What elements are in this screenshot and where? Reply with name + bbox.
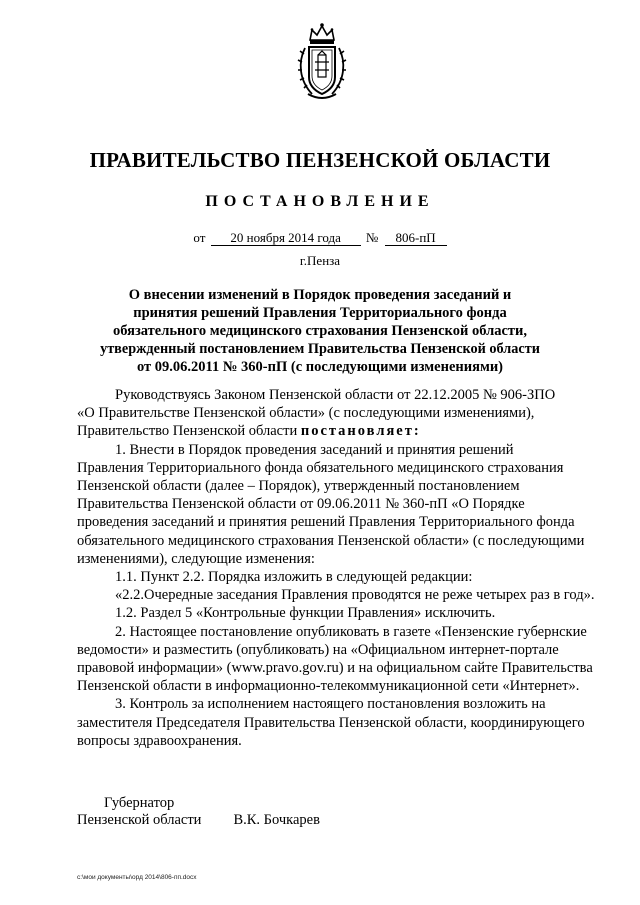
document-type-heading: ПОСТАНОВЛЕНИЕ <box>205 193 435 210</box>
city: г.Пенза <box>299 253 341 268</box>
document-body <box>77 386 596 750</box>
body-text: «2.2.Очередные заседания Правления проводятся не реже четырех раз в год». <box>115 587 595 604</box>
body-line <box>77 422 596 440</box>
document-number: 806-пП <box>385 230 447 246</box>
body-line: «О Правительстве Пензенской области» (с последующими изменениями), <box>77 405 535 422</box>
government-title: ПРАВИТЕЛЬСТВО ПЕНЗЕНСКОЙ ОБЛАСТИ <box>89 148 551 172</box>
body-text: 1. Внести в Порядок проведения заседаний и принятия решений <box>115 441 514 458</box>
body-line: проведения заседаний и принятия решений Правления Территориального фонда <box>77 514 575 531</box>
body-text: Руководствуясь Законом Пензенской области от 22.12.2005 № 906-ЗПО <box>115 387 556 403</box>
body-line: Пензенской области (далее – Порядок), утвержденный постановлением <box>77 478 520 495</box>
subject-line: обязательного медицинского страхования Пензенской области, <box>112 323 528 339</box>
document-date: 20 ноября 2014 года <box>211 230 361 246</box>
body-line <box>77 604 596 622</box>
signature-line <box>77 812 320 829</box>
signature-region: Пензенской области <box>77 812 202 828</box>
body-text: 3. Контроль за исполнением настоящего постановления возложить на <box>115 696 546 713</box>
subject-line: О внесении изменений в Порядок проведения заседаний и <box>128 287 512 303</box>
body-line: ведомости» и разместить (опубликовать) на «Официальном интернет-портале <box>77 641 559 658</box>
coat-of-arms-icon <box>296 22 348 102</box>
decree-word: постановляет: <box>300 423 421 440</box>
body-line <box>77 441 596 459</box>
subject-line: от 09.06.2011 № 360-пП (с последующими изменениями) <box>136 359 504 375</box>
body-line: изменениями), следующие изменения: <box>77 550 315 567</box>
body-line <box>77 623 596 641</box>
body-line: Правительства Пензенской области от 09.06.2011 № 360-пП «О Порядке <box>77 496 525 513</box>
body-text: 1.2. Раздел 5 «Контрольные функции Правления» исключить. <box>115 605 496 622</box>
body-line <box>77 586 596 604</box>
body-line: обязательного медицинского страхования Пензенской области» (с последующими <box>77 532 585 549</box>
date-prefix: от <box>193 230 206 245</box>
body-line <box>77 568 596 586</box>
body-line <box>77 695 596 713</box>
signatory-name: В.К. Бочкарев <box>233 812 320 828</box>
body-line: правовой информации» (www.pravo.gov.ru) и на официальном сайте Правительства <box>77 660 593 677</box>
document-subject <box>100 286 540 376</box>
file-path: c:\мои документы\орд 2014\806-пп.docx <box>77 874 197 881</box>
body-line: заместителя Председателя Правительства Пензенской области, координирующего <box>77 714 585 731</box>
body-text: 1.1. Пункт 2.2. Порядка изложить в следующей редакции: <box>115 569 473 586</box>
number-prefix: № <box>365 230 379 245</box>
subject-line: утвержденный постановлением Правительства Пензенской области <box>100 341 540 357</box>
body-text: 2. Настоящее постановление опубликовать в газете «Пензенские губернские <box>115 623 587 640</box>
signature-position: Губернатор <box>104 795 175 811</box>
date-number-line <box>0 230 640 246</box>
body-line: Правления Территориального фонда обязательного медицинского страхования <box>77 459 564 476</box>
body-line: вопросы здравоохранения. <box>77 732 242 749</box>
body-line: Пензенской области в информационно-телекоммуникационной сети «Интернет». <box>77 678 580 695</box>
body-line <box>77 386 596 404</box>
subject-line: принятия решений Правления Территориального фонда <box>133 305 507 321</box>
body-text: Правительство Пензенской области <box>77 423 298 440</box>
